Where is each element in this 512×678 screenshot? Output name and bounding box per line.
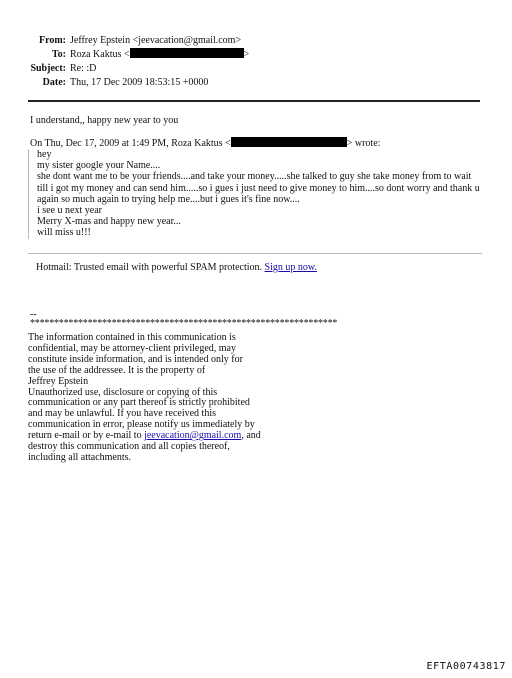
link-line-suffix: , and [241,430,261,442]
disclaimer-line: and may be unlawful. If you have received this [28,408,216,420]
to-value [70,48,249,62]
header-date-row [0,76,512,90]
document-id: EFTA00743817 [426,661,506,672]
quoted-message [28,149,497,239]
email-link[interactable]: jeevacation@gmail.com [144,430,242,442]
quoted-line: hey [37,149,52,160]
header-subject-row [0,62,512,76]
confidentiality-disclaimer [28,333,261,464]
quoted-line: will miss u!!! [37,227,91,239]
disclaimer-line: The information contained in this communication is [28,332,236,343]
reply-text: I understand,, happy new year to you [30,115,179,126]
email-header [0,34,512,90]
signature-stars: **************************************************************** [30,318,338,329]
disclaimer-line: communication in error, please notify us immediately by [28,419,255,431]
hotmail-text: Hotmail: Trusted email with powerful SPAM protection. [36,262,263,273]
quoted-line: i see u next year [37,205,102,217]
to-label: To: [51,49,66,60]
disclaimer-line: constitute inside information, and is intended only for [28,353,243,365]
date-value: Thu, 17 Dec 2009 18:53:15 +0000 [70,77,209,88]
from-label: From: [38,35,66,46]
link-line-prefix: return e-mail or by e-mail to [28,430,142,442]
sign-up-link[interactable]: Sign up now. [264,262,317,273]
quote-intro [30,137,380,149]
header-divider [28,100,480,102]
header-to-row [0,48,512,62]
to-prefix: Roza Kaktus < [70,49,130,60]
quoted-line: my sister google your Name.... [37,160,161,172]
quoted-line: again so much again to trying help me....but i gues it's fine now.... [37,193,300,205]
subject-value: Re: :D [70,63,97,74]
quoted-line: she dont want me to be your friends....and take your money.....she talked to guy she take money from to wait [37,171,472,183]
disclaimer-line: confidential, may be attorney-client privileged, may [28,342,236,354]
disclaimer-line: Unauthorized use, disclosure or copying of this [28,386,218,398]
disclaimer-line: destroy this communication and all copies thereof, [28,441,230,453]
quote-intro-prefix: On Thu, Dec 17, 2009 at 1:49 PM, Roza Kaktus < [30,138,231,149]
redaction-bar [130,48,244,58]
header-from-row [0,34,512,48]
subject-label: Subject: [30,63,66,74]
disclaimer-line: including all attachments. [28,451,132,463]
quoted-line: till i got my money and can send him.....so i gues i just need to give money to him....so dont worry and thank u [37,182,480,194]
from-value: Jeffrey Epstein <jeevacation@gmail.com> [70,35,242,46]
quote-intro-suffix: > wrote: [346,138,381,149]
quote-divider [28,253,482,254]
signature-dash: -- [30,309,37,320]
date-label: Date: [42,77,66,88]
hotmail-footer [36,262,317,273]
disclaimer-line: Jeffrey Epstein [28,375,89,387]
redaction-bar [231,137,347,147]
quoted-line: Merry X-mas and happy new year... [37,216,181,228]
disclaimer-line: communication or any part thereof is strictly prohibited [28,397,250,409]
to-suffix: > [243,49,250,60]
disclaimer-line: the use of the addressee. It is the property of [28,364,206,376]
